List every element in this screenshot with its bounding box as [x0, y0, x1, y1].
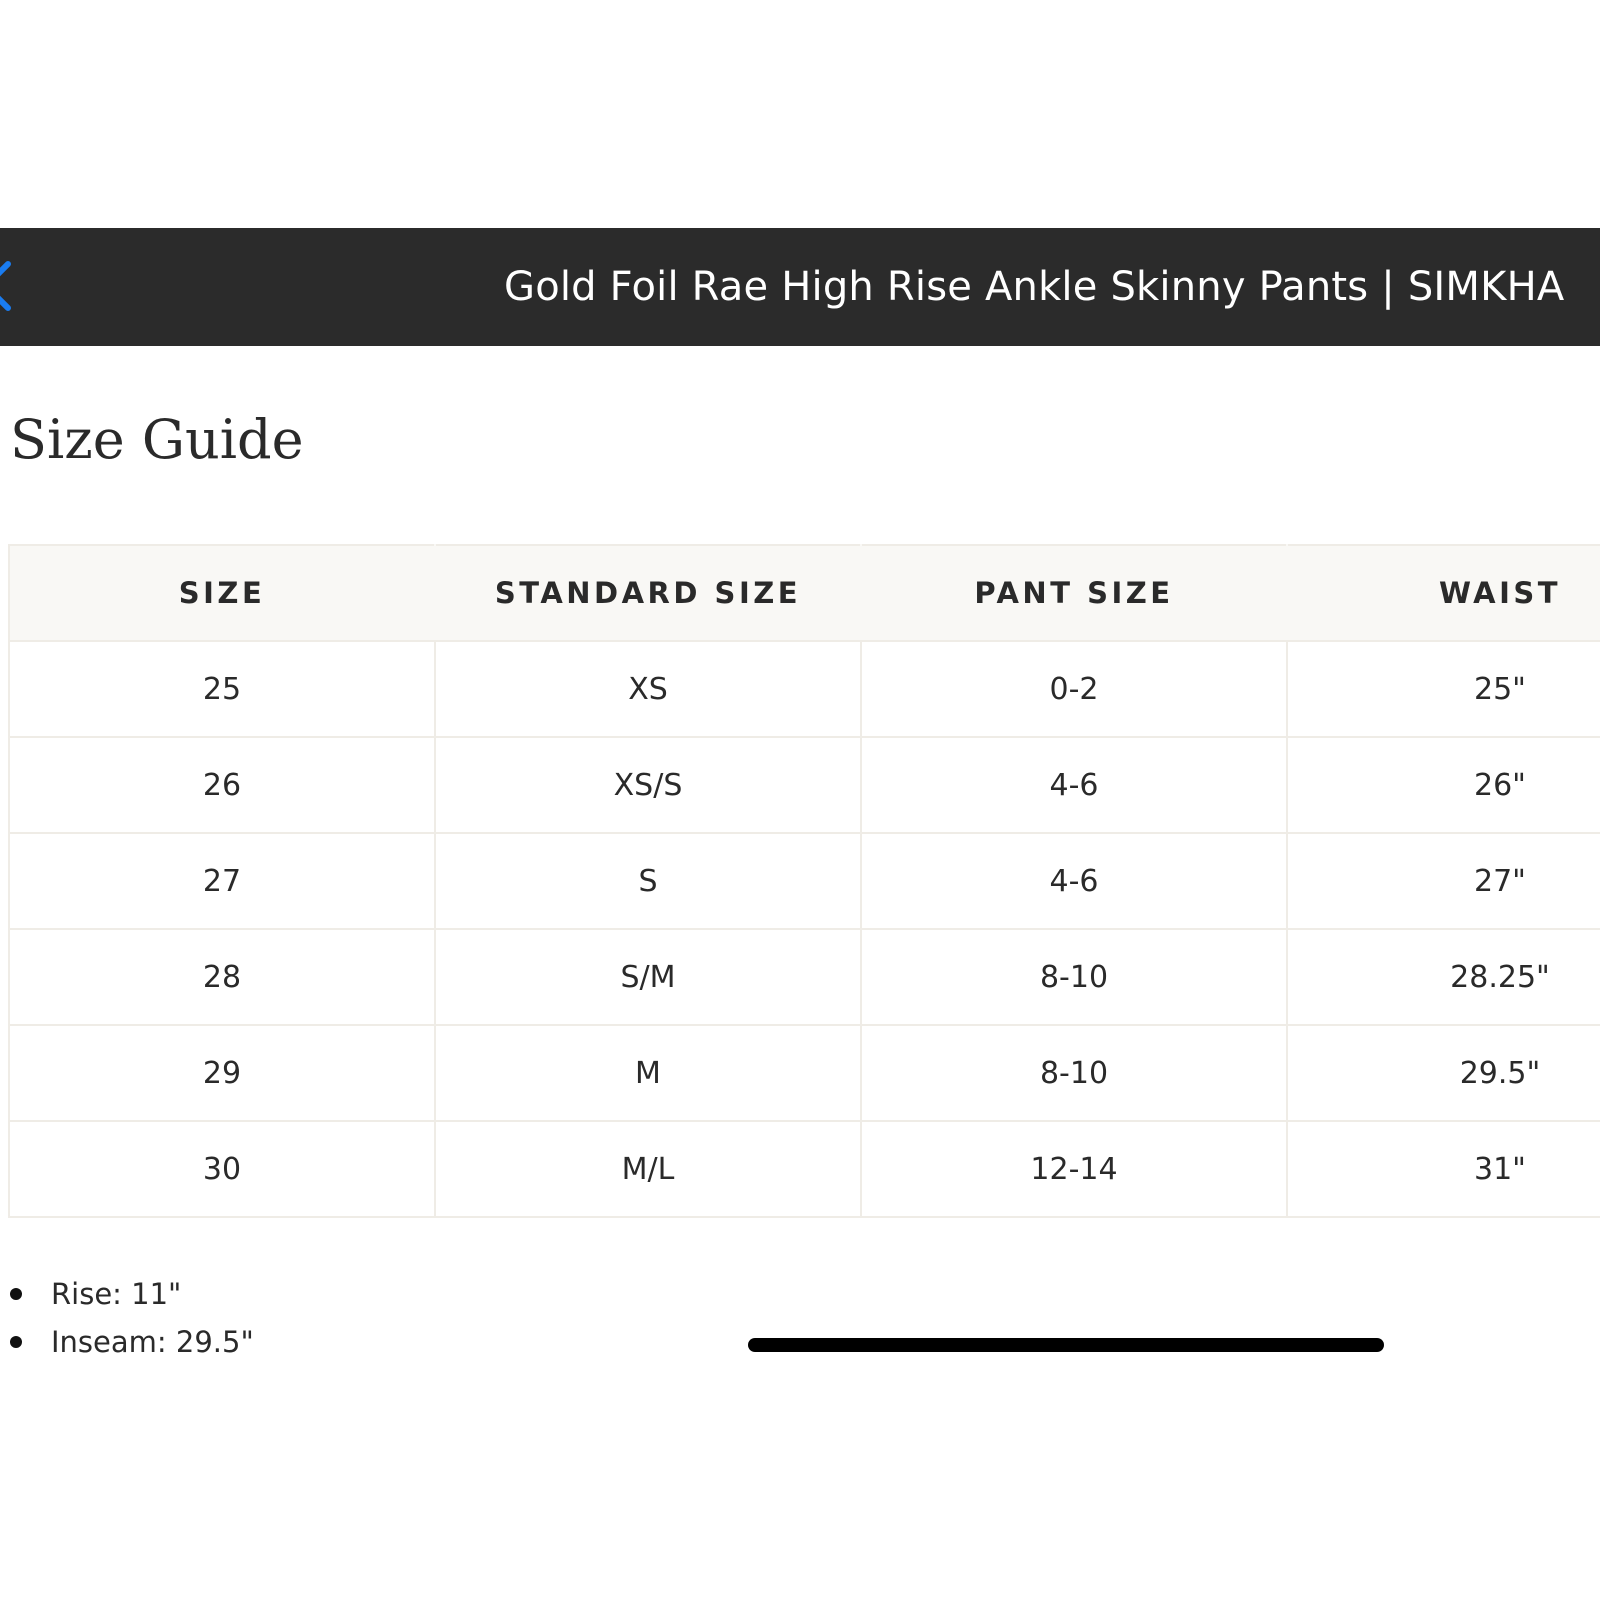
cell-pant-size: 8-10	[861, 929, 1287, 1025]
cell-waist: 28.25"	[1287, 929, 1600, 1025]
cell-waist: 27"	[1287, 833, 1600, 929]
cell-waist: 25"	[1287, 641, 1600, 737]
bullet-dot-icon	[10, 1288, 22, 1300]
column-header-standard-size: STANDARD SIZE	[435, 545, 861, 641]
cell-size: 25	[9, 641, 435, 737]
table-row	[9, 929, 1600, 1025]
column-header-waist: WAIST	[1287, 545, 1600, 641]
cell-size: 28	[9, 929, 435, 1025]
cell-standard-size: M	[435, 1025, 861, 1121]
measurement-notes	[0, 1270, 254, 1366]
table-header-row	[9, 545, 1600, 641]
browser-header	[0, 228, 1600, 346]
cell-pant-size: 12-14	[861, 1121, 1287, 1217]
table-row	[9, 1025, 1600, 1121]
table-row	[9, 737, 1600, 833]
cell-standard-size: S/M	[435, 929, 861, 1025]
table-row	[9, 641, 1600, 737]
cell-pant-size: 4-6	[861, 833, 1287, 929]
cell-size: 29	[9, 1025, 435, 1121]
page-title-bar: Gold Foil Rae High Rise Ankle Skinny Pants | SIMKHA	[504, 264, 1565, 310]
home-indicator-bar[interactable]	[748, 1338, 1384, 1352]
list-item-rise	[0, 1270, 254, 1318]
cell-standard-size: M/L	[435, 1121, 861, 1217]
cell-standard-size: XS	[435, 641, 861, 737]
cell-standard-size: S	[435, 833, 861, 929]
chevron-left-icon	[0, 258, 22, 314]
note-rise: Rise: 11"	[51, 1277, 182, 1311]
cell-pant-size: 4-6	[861, 737, 1287, 833]
table-row	[9, 1121, 1600, 1217]
cell-size: 27	[9, 833, 435, 929]
cell-pant-size: 8-10	[861, 1025, 1287, 1121]
note-inseam: Inseam: 29.5"	[51, 1325, 254, 1359]
list-item-inseam	[0, 1318, 254, 1366]
cell-standard-size: XS/S	[435, 737, 861, 833]
size-guide-heading: Size Guide	[10, 408, 304, 471]
column-header-size: SIZE	[9, 545, 435, 641]
cell-size: 26	[9, 737, 435, 833]
table-row	[9, 833, 1600, 929]
size-guide-table	[8, 544, 1600, 1218]
column-header-pant-size: PANT SIZE	[861, 545, 1287, 641]
cell-size: 30	[9, 1121, 435, 1217]
cell-waist: 26"	[1287, 737, 1600, 833]
bullet-dot-icon	[10, 1336, 22, 1348]
cell-waist: 31"	[1287, 1121, 1600, 1217]
back-button[interactable]	[0, 258, 22, 314]
cell-waist: 29.5"	[1287, 1025, 1600, 1121]
cell-pant-size: 0-2	[861, 641, 1287, 737]
